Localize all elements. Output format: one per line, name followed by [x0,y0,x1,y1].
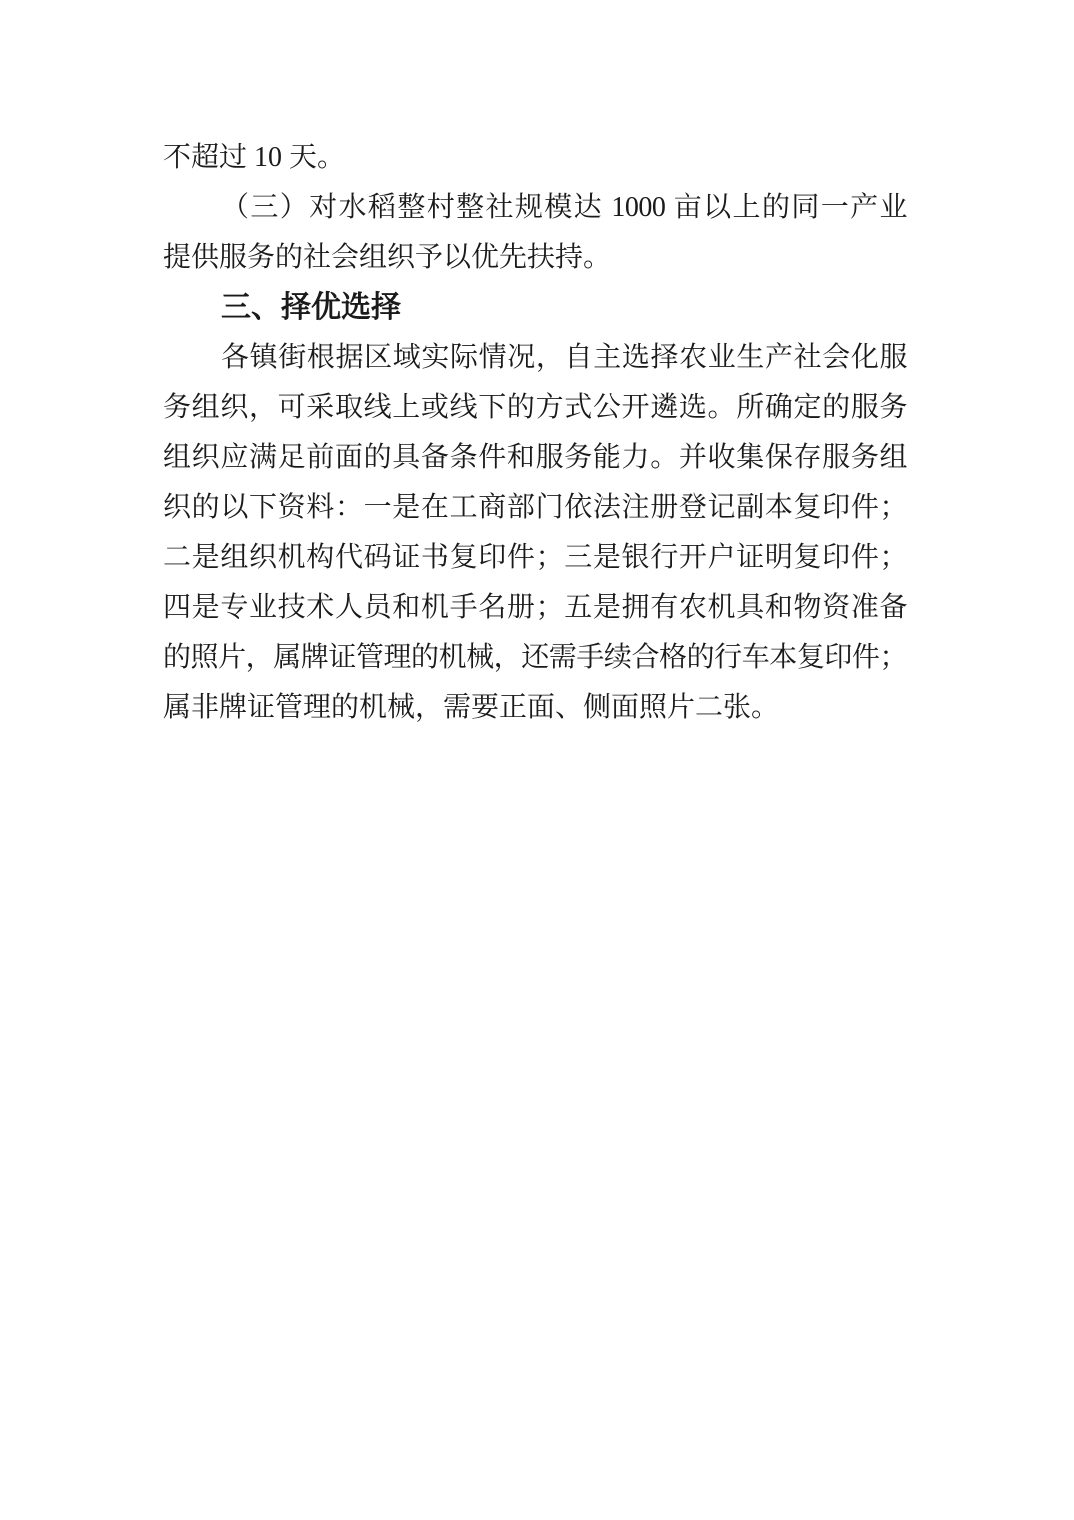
paragraph-line: 组织应满足前面的具备条件和服务能力。并收集保存服务组 [163,442,907,473]
paragraph-line-end: 属非牌证管理的机械，需要正面、侧面照片二张。 [163,692,780,723]
paragraph-line-item-three: （三）对水稻整村整社规模达 1000 亩以上的同一产业 [221,192,907,223]
paragraph-line: 各镇街根据区域实际情况，自主选择农业生产社会化服 [221,342,907,373]
document-content [163,133,907,733]
paragraph-line: 二是组织机构代码证书复印件；三是银行开户证明复印件； [163,542,907,573]
paragraph-line: 织的以下资料：一是在工商部门依法注册登记副本复印件； [163,492,907,523]
section-heading: 三、择优选择 [221,291,401,324]
paragraph-line: 务组织，可采取线上或线下的方式公开遴选。所确定的服务 [163,392,907,423]
paragraph-line-item-three-end: 提供服务的社会组织予以优先扶持。 [163,242,612,273]
paragraph-line: 四是专业技术人员和机手名册；五是拥有农机具和物资准备 [163,592,907,623]
paragraph-line: 的照片，属牌证管理的机械，还需手续合格的行车本复印件； [163,642,907,673]
paragraph-line-continuation-end: 不超过 10 天。 [163,142,346,173]
